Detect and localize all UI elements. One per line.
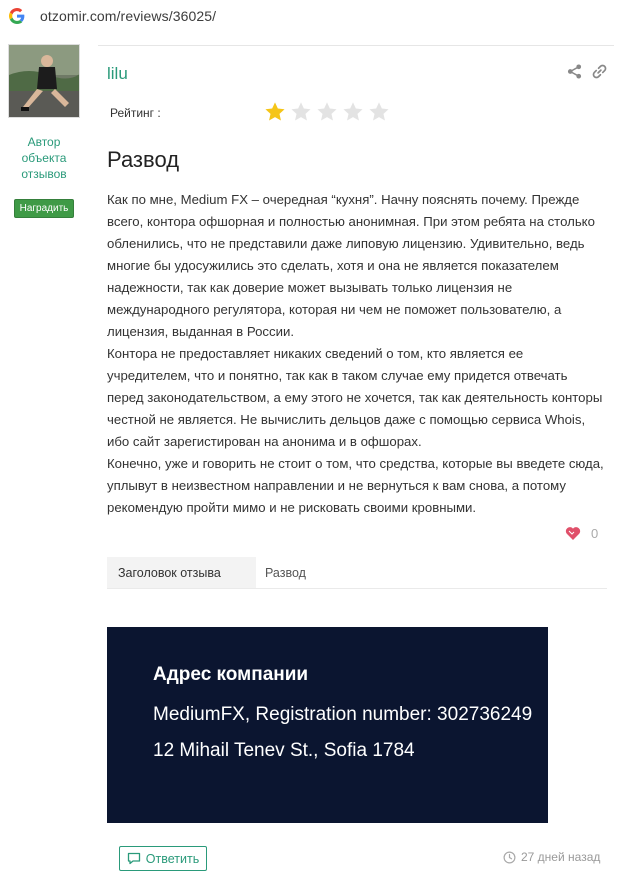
review-paragraph: Конечно, уже и говорить не стоит о том, что средства, которые вы введете сюда, уплывут в неизвестном направлении и не вернуться к вам снова, а потому рекомендую пройти мимо и не рисковать своими кровными.: [107, 456, 604, 515]
divider: [98, 45, 614, 46]
reply-label: Ответить: [145, 851, 200, 866]
address-bar[interactable]: [0, 0, 618, 34]
user-avatar-photo: [9, 45, 80, 118]
review-timestamp: [503, 850, 600, 864]
url-text[interactable]: otzomir.com/reviews/36025/: [40, 8, 217, 24]
clock-icon: [503, 851, 516, 864]
like-control[interactable]: [565, 526, 598, 541]
like-count: 0: [591, 526, 599, 541]
google-g-icon: [9, 8, 25, 24]
evidence-title: Адрес компании: [153, 664, 309, 685]
rating-label: Рейтинг :: [110, 106, 161, 120]
star-empty-icon[interactable]: [290, 101, 312, 123]
review-paragraph: Как по мне, Medium FX – очередная “кухня”. Начну пояснять почему. Прежде всего, контора офшорная и полностью анонимная. При этом ребята на столько обленились, что не представили даже липовую лицензию. Удивительно, ведь многие бы удосужились это сделать, хотя и она не является показателем надежности, так как доверие может вызывать только лицензия не международного регулятора, которая ни чем не поможет пользователю, а лицензия, выданная в России.: [107, 192, 595, 339]
reward-button[interactable]: Наградить: [14, 199, 74, 218]
review-title: Развод: [107, 147, 180, 172]
username-link[interactable]: lilu: [107, 64, 128, 83]
star-empty-icon[interactable]: [368, 101, 390, 123]
heart-icon[interactable]: [565, 526, 581, 541]
star-empty-icon[interactable]: [342, 101, 364, 123]
review-text: [107, 189, 607, 519]
star-empty-icon[interactable]: [316, 101, 338, 123]
comment-icon: [127, 852, 141, 865]
link-icon[interactable]: [592, 64, 607, 79]
evidence-image[interactable]: [107, 627, 548, 823]
time-text: 27 дней назад: [521, 850, 601, 864]
summary-value: Развод: [265, 565, 306, 580]
evidence-text: MediumFX, Registration number: 302736249 12 Mihail Tenev St., Sofia 1784: [153, 704, 533, 761]
star-filled-icon[interactable]: [264, 101, 286, 123]
summary-key: Заголовок отзыва: [107, 557, 256, 588]
share-icon[interactable]: [567, 64, 582, 79]
author-avatar[interactable]: [8, 44, 80, 118]
reply-button[interactable]: [119, 846, 207, 871]
review-paragraph: Контора не предоставляет никаких сведений о том, кто является ее учредителем, что и понятно, так как в таком случае ему придется отвечать перед законодательством, а ему этого не хочется, так как деятельность конторы честной не является. Не вычислить дельцов даже с помощью сервиса Whois, ибо сайт зарегистирован на анонима и в офшорах.: [107, 346, 603, 449]
rating-stars: [264, 101, 390, 123]
review-summary-table: [107, 557, 607, 589]
author-role-label: Автор объекта отзывов: [21, 135, 67, 181]
